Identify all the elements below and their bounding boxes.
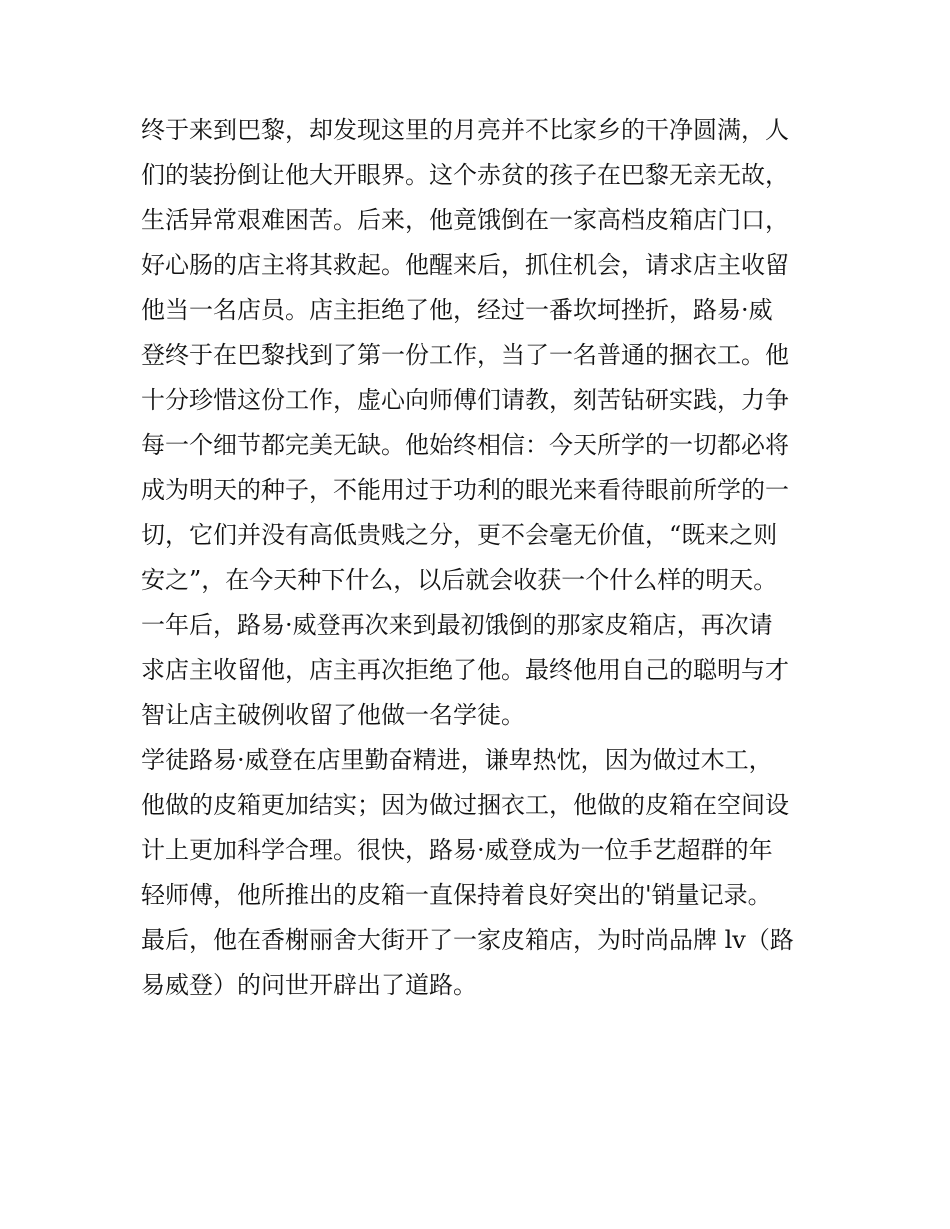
text-line: 登终于在巴黎找到了第一份工作，当了一名普通的捆衣工。他 <box>141 341 789 369</box>
text-line: 轻师傅，他所推出的皮箱一直保持着良好突出的'销量记录。 <box>141 881 772 909</box>
text-line: 切，它们并没有高低贵贱之分，更不会毫无价值，“既来之则 <box>141 521 778 549</box>
text-line: 每一个细节都完美无缺。他始终相信：今天所学的一切都必将 <box>141 431 789 459</box>
text-line: 求店主收留他，店主再次拒绝了他。最终他用自己的聪明与才 <box>141 656 789 684</box>
text-line: 好心肠的店主将其救起。他醒来后，抓住机会，请求店主收留 <box>141 251 789 279</box>
text-line: 他当一名店员。店主拒绝了他，经过一番坎坷挫折，路易·威 <box>141 296 773 324</box>
text-line: 智让店主破例收留了他做一名学徒。 <box>141 701 525 729</box>
text-line: 易威登）的问世开辟出了道路。 <box>141 971 477 999</box>
text-line: 他做的皮箱更加结实；因为做过捆衣工，他做的皮箱在空间设 <box>141 791 789 819</box>
text-line: 成为明天的种子，不能用过于功利的眼光来看待眼前所学的一 <box>141 476 789 504</box>
body-text <box>141 108 831 1008</box>
text-line: 生活异常艰难困苦。后来，他竟饿倒在一家高档皮箱店门口， <box>141 206 789 234</box>
text-line: 学徒路易·威登在店里勤奋精进，谦卑热忱，因为做过木工， <box>141 746 773 774</box>
text-line: 最后，他在香榭丽舍大街开了一家皮箱店，为时尚品牌 lv（路 <box>141 926 794 954</box>
text-line: 计上更加科学合理。很快，路易·威登成为一位手艺超群的年 <box>141 836 773 864</box>
text-line: 们的装扮倒让他大开眼界。这个赤贫的孩子在巴黎无亲无故， <box>141 161 789 189</box>
text-line: 终于来到巴黎，却发现这里的月亮并不比家乡的干净圆满，人 <box>141 116 789 144</box>
text-line: 一年后，路易·威登再次来到最初饿倒的那家皮箱店，再次请 <box>141 611 773 639</box>
text-line: 安之”，在今天种下什么，以后就会收获一个什么样的明天。 <box>141 566 778 594</box>
text-line: 十分珍惜这份工作，虚心向师傅们请教，刻苦钻研实践，力争 <box>141 386 789 414</box>
